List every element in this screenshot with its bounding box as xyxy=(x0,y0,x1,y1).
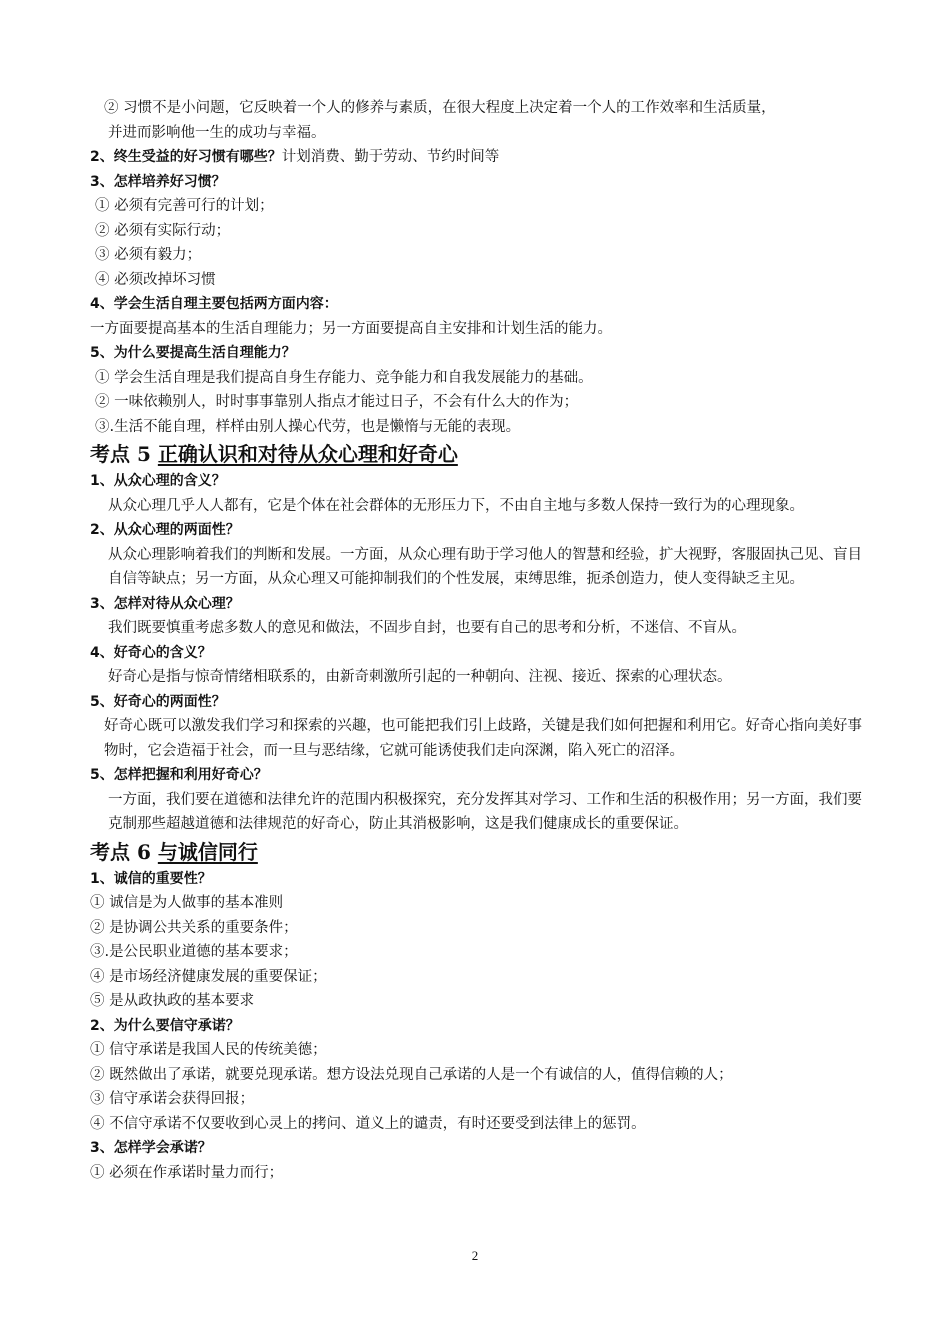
kd6-s1-title: 1、诚信的重要性？ xyxy=(90,870,212,887)
heading-prefix: 考点 6 xyxy=(90,839,158,864)
intro-line-1: ② 习惯不是小问题，它反映着一个人的修养与素质，在很大程度上决定着一个人的工作效率和生活质量， xyxy=(104,100,776,116)
list-item: ③ 信守承诺会获得回报； xyxy=(90,1091,255,1107)
q2-answer: 计划消费、勤于劳动、节约时间等 xyxy=(281,149,500,165)
kd5-s2-title: 2、从众心理的两面性？ xyxy=(90,522,240,538)
kd5-s4-title: 4、好奇心的含义？ xyxy=(90,644,212,661)
list-item: ⑤ 是从政执政的基本要求 xyxy=(90,993,255,1009)
kd5-s3-text: 我们既要慎重考虑多数人的意见和做法，不固步自封，也要有自己的思考和分析，不迷信、不盲从。 xyxy=(108,620,746,636)
kd5-s2-text: 从众心理影响着我们的判断和发展。一方面，从众心理有助于学习他人的智慧和经验，扩大视野，客服固执己见、盲目自信等缺点；另一方面，从众心理又可能抑制我们的个性发展，束缚思维，扼杀创造力，使人变得缺乏主见。 xyxy=(108,546,862,587)
q5-title: 5、为什么要提高生活自理能力？ xyxy=(90,345,296,361)
kd5-s6-title: 5、怎样把握和利用好奇心？ xyxy=(90,767,268,783)
kd6-s2-title: 2、为什么要信守承诺？ xyxy=(90,1017,240,1034)
heading-prefix: 考点 5 xyxy=(90,442,158,466)
q4-text: 一方面要提高基本的生活自理能力；另一方面要提高自主安排和计划生活的能力。 xyxy=(90,320,612,337)
kd5-s5-text: 好奇心既可以激发我们学习和探索的兴趣，也可能把我们引上歧路，关键是我们如何把握和利用它。好奇心指向美好事物时，它会造福于社会，而一旦与恶结缘，它就可能诱使我们走向深渊，陷入死亡的沼泽。 xyxy=(104,718,862,759)
list-item: ① 信守承诺是我国人民的传统美德； xyxy=(90,1042,327,1058)
list-item: ① 学会生活自理是我们提高自身生存能力、竞争能力和自我发展能力的基础。 xyxy=(95,369,593,386)
heading-title: 正确认识和对待从众心理和好奇心 xyxy=(157,442,458,466)
document-body xyxy=(90,96,862,1185)
list-item: ② 既然做出了承诺，就要兑现承诺。想方设法兑现自己承诺的人是一个有诚信的人，值得信赖的人； xyxy=(90,1066,733,1083)
kd5-s4-text: 好奇心是指与惊奇情绪相联系的，由新奇刺激所引起的一种朝向、注视、接近、探索的心理状态。 xyxy=(108,669,732,685)
kd5-s3-title: 3、怎样对待从众心理？ xyxy=(90,595,240,612)
q4-title: 4、学会生活自理主要包括两方面内容： xyxy=(90,296,338,312)
intro-line-2: 并进而影响他一生的成功与幸福。 xyxy=(108,124,326,141)
heading-title: 与诚信同行 xyxy=(157,839,258,864)
page-number: 2 xyxy=(471,1248,479,1263)
list-item: ④ 不信守承诺不仅要收到心灵上的拷问、道义上的谴责，有时还要受到法律上的惩罚。 xyxy=(90,1115,646,1132)
list-item: ③.是公民职业道德的基本要求； xyxy=(90,944,298,960)
kd5-s1-title: 1、从众心理的含义？ xyxy=(90,473,226,489)
list-item: ① 必须在作承诺时量力而行； xyxy=(90,1164,284,1181)
list-item: ③ 必须有毅力； xyxy=(95,247,202,263)
q3-title: 3、怎样培养好习惯？ xyxy=(90,173,226,190)
list-item: ① 诚信是为人做事的基本准则 xyxy=(90,895,284,911)
list-item: ① 必须有完善可行的计划； xyxy=(95,198,274,214)
section-heading-kd5 xyxy=(90,439,862,469)
list-item: ② 是协调公共关系的重要条件； xyxy=(90,919,298,936)
kd5-s5-title: 5、好奇心的两面性？ xyxy=(90,693,226,710)
q2-title: 2、终生受益的好习惯有哪些？ xyxy=(90,149,282,165)
list-item: ② 一味依赖别人，时时事事靠别人指点才能过日子，不会有什么大的作为； xyxy=(95,394,579,410)
list-item: ② 必须有实际行动； xyxy=(95,222,231,239)
kd6-s3-title: 3、怎样学会承诺？ xyxy=(90,1140,212,1156)
section-heading-kd6 xyxy=(90,837,862,867)
kd5-s1-text: 从众心理几乎人人都有，它是个体在社会群体的无形压力下，不由自主地与多数人保持一致行为的心理现象。 xyxy=(108,497,804,514)
list-item: ③.生活不能自理，样样由别人操心代劳，也是懒惰与无能的表现。 xyxy=(95,418,521,435)
q2-line xyxy=(90,145,862,170)
list-item: ④ 是市场经济健康发展的重要保证； xyxy=(90,968,327,985)
kd5-s6-text: 一方面，我们要在道德和法律允许的范围内积极探究，充分发挥其对学习、工作和生活的积极作用；另一方面，我们要克制那些超越道德和法律规范的好奇心，防止其消极影响，这是我们健康成长的重要保证。 xyxy=(108,791,862,832)
list-item: ④ 必须改掉坏习惯 xyxy=(95,271,216,288)
